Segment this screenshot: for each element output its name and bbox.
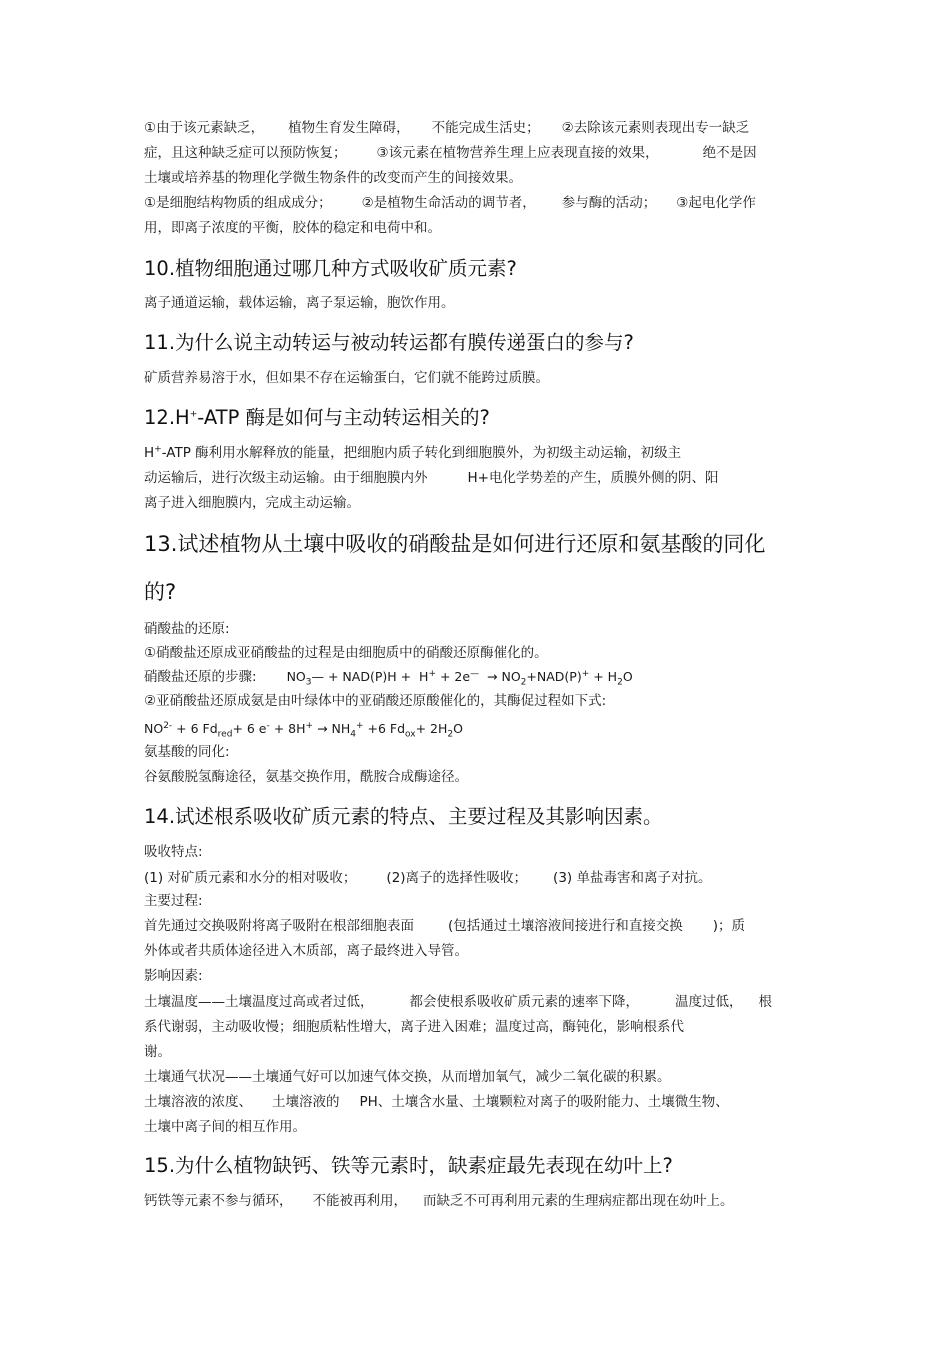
text: + 2H	[415, 721, 448, 736]
q14-line-1: 吸收特点:	[144, 844, 203, 860]
q14-line-6: 影响因素:	[144, 968, 203, 984]
text: O	[622, 669, 633, 684]
text: NO	[144, 721, 164, 736]
text: NO	[286, 669, 306, 684]
superscript: —	[470, 668, 480, 679]
text: H	[144, 445, 155, 461]
heading-q13-line-1: 13.试述植物从土壤中吸收的硝酸盐是如何进行还原和氨基酸的同化	[144, 532, 766, 556]
superscript: +	[581, 668, 590, 679]
text: 都会使根系吸收矿质元素的速率下降，	[409, 994, 639, 1010]
answer-q11: 矿质营养易溶于水，但如果不存在运输蛋白，它们就不能跨过质膜。	[144, 370, 549, 386]
superscript: +	[356, 720, 364, 731]
answer-q12-line-2	[144, 469, 718, 487]
q14-line-12: 土壤中离子间的相互作用。	[144, 1119, 306, 1135]
q13-line-6: 氨基酸的同化:	[144, 744, 230, 760]
superscript: 2-	[163, 720, 173, 731]
superscript: +	[189, 409, 198, 420]
text: +NAD(P)	[526, 669, 582, 684]
intro-line-4	[144, 194, 756, 212]
q13-line-1: 硝酸盐的还原:	[144, 621, 230, 637]
q14-line-11	[144, 1093, 729, 1111]
text: H	[419, 669, 429, 684]
text: -ATP 酶利用水解释放的能量，把细胞内质子转化到细胞膜外，为初级主动运输，初级主	[161, 445, 682, 461]
intro-line-1	[144, 119, 749, 137]
superscript: +	[305, 720, 314, 731]
subscript: 3	[305, 677, 312, 688]
text: (3) 单盐毒害和离子对抗。	[553, 870, 712, 886]
q14-line-3: 主要过程:	[144, 893, 203, 909]
text: + 6 Fd	[172, 721, 218, 736]
text: -ATP 酶是如何与主动转运相关的?	[197, 406, 490, 429]
superscript: +	[428, 668, 436, 679]
text: → NH	[313, 721, 351, 736]
text: 土壤溶液的	[272, 1094, 340, 1110]
heading-q13-line-2: 的?	[144, 580, 177, 604]
text: + 6 e	[232, 721, 267, 736]
text: ③该元素在植物营养生理上应表现直接的效果，	[376, 145, 659, 161]
answer-q12-line-3: 离子进入细胞膜内，完成主动运输。	[144, 495, 360, 511]
superscript: +	[154, 444, 162, 455]
text: 根	[758, 994, 772, 1010]
text: 首先通过交换吸附将离子吸附在根部细胞表面	[144, 918, 414, 934]
intro-line-3: 土壤或培养基的物理化学微生物条件的改变而产生的间接效果。	[144, 170, 522, 186]
q14-line-4	[144, 917, 745, 935]
q13-equation-nitrite	[144, 720, 463, 738]
heading-q15: 15.为什么植物缺钙、铁等元素时，缺素症最先表现在幼叶上?	[144, 1154, 673, 1177]
text: H+电化学势差的产生，质膜外侧的阴、阳	[467, 470, 719, 486]
text: → NO	[487, 669, 521, 684]
heading-q14: 14.试述根系吸收矿质元素的特点、主要过程及其影响因素。	[144, 805, 663, 828]
q14-line-7	[144, 993, 772, 1011]
subscript: 2	[617, 677, 623, 688]
text: 不能被再利用，	[312, 1193, 407, 1209]
subscript: ox	[405, 729, 416, 740]
text: 参与酶的活动；	[561, 195, 657, 211]
q13-equation-nitrate	[144, 668, 633, 686]
answer-q10: 离子通道运输，载体运输，离子泵运输，胞饮作用。	[144, 295, 455, 311]
subscript: red	[217, 729, 233, 740]
q14-line-10: 土壤通气状况——土壤通气好可以加速气体交换，从而增加氧气，减少二氧化碳的积累。	[144, 1069, 671, 1085]
equation	[286, 668, 633, 688]
subscript: 2	[447, 729, 454, 740]
heading-q10: 10.植物细胞通过哪几种方式吸收矿质元素?	[144, 257, 517, 280]
q13-line-4: ②亚硝酸盐还原成氨是由叶绿体中的亚硝酸还原酸催化的，其酶促过程如下式:	[144, 693, 607, 709]
intro-line-2	[144, 144, 757, 162]
answer-q12-line-1	[144, 444, 681, 462]
text: ③起电化学作	[676, 195, 756, 211]
text: 植物生育发生障碍，	[288, 120, 410, 136]
text: — + NAD(P)H +	[311, 669, 412, 684]
text: (包括通过土壤溶液间接进行和直接交换	[448, 918, 683, 934]
heading-q12	[144, 405, 490, 431]
text: (2)离子的选择性吸收；	[386, 870, 528, 886]
text: 症，且这种缺乏症可以预防恢复；	[144, 145, 347, 161]
q13-line-2: ①硝酸盐还原成亚硝酸盐的过程是由细胞质中的硝酸还原酶催化的。	[144, 645, 548, 661]
text: ①由于该元素缺乏，	[144, 120, 265, 136]
q14-line-2	[144, 869, 711, 887]
q14-line-5: 外体或者共质体途径进入木质部，离子最终进入导管。	[144, 943, 468, 959]
text: + H	[593, 669, 618, 684]
q14-line-9: 谢。	[144, 1044, 171, 1060]
text: (1) 对矿质元素和水分的相对吸收；	[144, 870, 357, 886]
text: 硝酸盐还原的步骤:	[144, 669, 257, 685]
intro-line-5: 用，即离子浓度的平衡，胶体的稳定和电荷中和。	[144, 220, 441, 236]
subscript: 2	[520, 677, 527, 688]
text: ②是植物生命活动的调节者，	[361, 195, 536, 211]
text: + 8H	[269, 721, 306, 736]
text: )；质	[712, 918, 746, 934]
text: 12.H	[144, 406, 190, 429]
text: + 2e	[439, 669, 471, 684]
text: 钙铁等元素不参与循环，	[144, 1193, 293, 1209]
answer-q15	[144, 1192, 734, 1210]
text: 土壤温度——土壤温度过高或者过低，	[144, 994, 374, 1010]
text: 温度过低，	[675, 994, 743, 1010]
text: 土壤溶液的浓度、	[144, 1094, 252, 1110]
text: ②去除该元素则表现出专一缺乏	[561, 120, 750, 136]
heading-q11: 11.为什么说主动转运与被动转运都有膜传递蛋白的参与?	[144, 331, 634, 354]
subscript: 4	[350, 729, 356, 740]
text: 动运输后，进行次级主动运输。由于细胞膜内外	[144, 470, 428, 486]
text: 绝不是因	[702, 145, 757, 161]
q13-line-7: 谷氨酸脱氢酶途径，氨基交换作用，酰胺合成酶途径。	[144, 769, 468, 785]
superscript: -	[266, 720, 270, 731]
q14-line-8: 系代谢弱，主动吸收慢；细胞质粘性增大，离子进入困难；温度过高，酶钝化，影响根系代	[144, 1019, 684, 1035]
text: 而缺乏不可再利用元素的生理病症都出现在幼叶上。	[423, 1193, 734, 1209]
text: O	[453, 721, 463, 736]
text: ①是细胞结构物质的组成成分；	[144, 195, 332, 211]
text: PH、土壤含水量、土壤颗粒对离子的吸附能力、土壤微生物、	[359, 1094, 729, 1110]
text: 不能完成生活史；	[431, 120, 540, 136]
text: +6 Fd	[363, 721, 406, 736]
